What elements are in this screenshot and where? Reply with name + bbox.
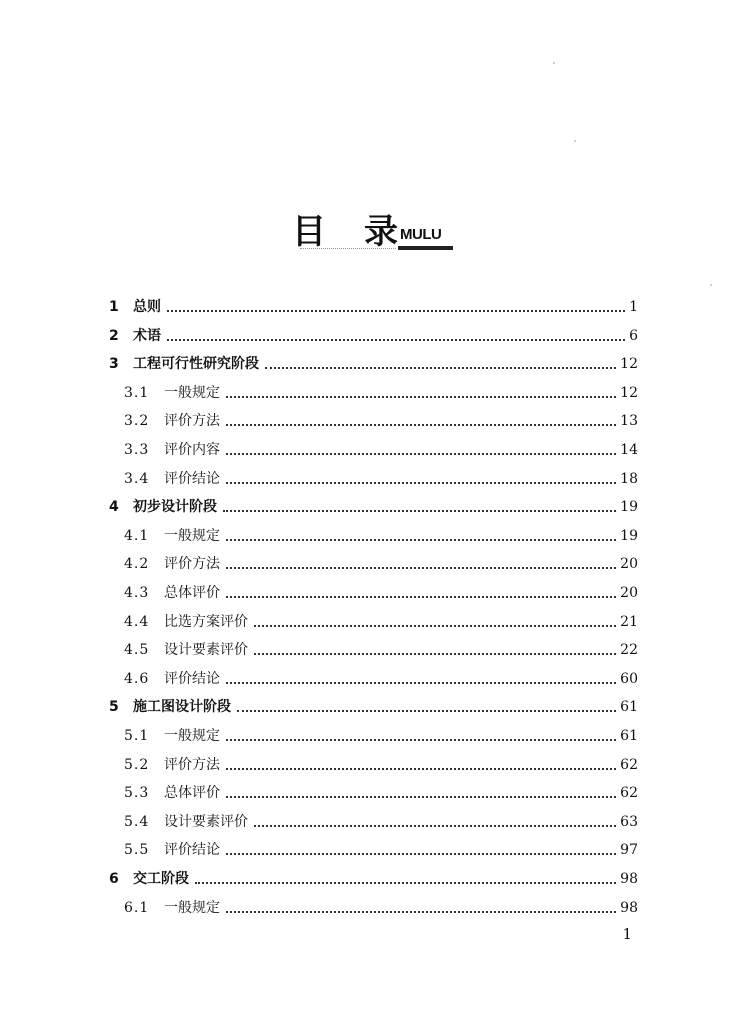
toc-entry xyxy=(0,322,730,350)
toc-dot-leader xyxy=(254,825,616,827)
toc-entry xyxy=(0,894,730,922)
toc-entry-label: 评价方法 xyxy=(164,413,220,430)
toc-dot-leader xyxy=(226,682,616,684)
toc-entry xyxy=(0,608,730,636)
toc-dot-leader xyxy=(223,510,616,512)
toc-entry-page: 12 xyxy=(620,356,638,373)
toc-entry-number: 3.4 xyxy=(124,470,150,487)
toc-entry-number: 5.5 xyxy=(124,842,150,859)
toc-entry xyxy=(0,808,730,836)
toc-entry-page: 22 xyxy=(620,642,638,659)
toc-entry xyxy=(0,436,730,464)
toc-entry-number: 5.1 xyxy=(124,728,150,744)
toc-dot-leader xyxy=(265,367,616,369)
heading-char-lu: 录 xyxy=(364,212,398,252)
toc-dot-leader xyxy=(226,596,616,598)
toc-entry xyxy=(0,636,730,664)
toc-entry-number: 4.5 xyxy=(124,642,150,659)
toc-entry-page: 6 xyxy=(629,327,638,344)
toc-entry-number: 3.1 xyxy=(124,384,150,401)
toc-entry-label: 评价内容 xyxy=(164,442,220,458)
toc-entry-number: 1 xyxy=(109,299,119,315)
toc-entry-page: 62 xyxy=(620,785,638,802)
toc-entry-number: 4.4 xyxy=(124,613,150,630)
toc-entry-page: 61 xyxy=(620,699,638,716)
toc-entry xyxy=(0,751,730,779)
toc-entry-label: 评价结论 xyxy=(164,670,220,687)
toc-entry-label: 评价方法 xyxy=(164,556,220,573)
toc-dot-leader xyxy=(167,310,625,312)
toc-entry-number: 4 xyxy=(109,499,119,516)
toc-entry xyxy=(0,665,730,693)
toc-entry xyxy=(0,579,730,607)
toc-entry-number: 5.3 xyxy=(124,785,150,802)
toc-entry-label: 评价结论 xyxy=(164,842,220,859)
toc-entry-number: 5 xyxy=(109,699,119,716)
toc-entry-page: 18 xyxy=(620,470,638,487)
toc-dot-leader xyxy=(226,453,616,455)
toc-entry xyxy=(0,293,730,321)
toc-entry-label: 术语 xyxy=(133,327,161,344)
scan-speck xyxy=(553,62,555,64)
toc-entry-label: 评价结论 xyxy=(164,470,220,487)
toc-entry xyxy=(0,865,730,893)
toc-entry-label: 施工图设计阶段 xyxy=(133,699,231,716)
toc-entry xyxy=(0,522,730,550)
toc-entry-page: 97 xyxy=(620,842,638,859)
toc-dot-leader xyxy=(226,853,616,855)
toc-entry-page: 13 xyxy=(620,413,638,430)
heading-char-mu: 目 xyxy=(292,212,326,252)
toc-entry-label: 设计要素评价 xyxy=(164,642,248,659)
toc-entry-page: 63 xyxy=(620,813,638,830)
toc-entry xyxy=(0,836,730,864)
toc-dot-leader xyxy=(226,396,616,398)
toc-entry-page: 20 xyxy=(620,585,638,601)
toc-entry-page: 19 xyxy=(620,499,638,516)
toc-entry-label: 一般规定 xyxy=(164,384,220,401)
toc-entry-number: 3.3 xyxy=(124,442,150,458)
heading-underline xyxy=(398,246,453,250)
toc-dot-leader xyxy=(254,625,616,627)
toc-entry-label: 一般规定 xyxy=(164,899,220,916)
toc-entry-page: 60 xyxy=(620,670,638,687)
toc-entry-number: 3 xyxy=(109,356,119,373)
page-number: 1 xyxy=(622,925,632,943)
toc-entry-label: 评价方法 xyxy=(164,756,220,773)
toc-entry xyxy=(0,379,730,407)
toc-dot-leader xyxy=(237,710,616,712)
toc-entry-number: 5.4 xyxy=(124,813,150,830)
toc-entry-label: 总体评价 xyxy=(164,585,220,601)
toc-entry xyxy=(0,493,730,521)
toc-entry-page: 98 xyxy=(620,871,638,887)
toc-entry-page: 62 xyxy=(620,756,638,773)
toc-entry-page: 61 xyxy=(620,728,638,744)
toc-entry-number: 3.2 xyxy=(124,413,150,430)
toc-entry-number: 2 xyxy=(109,327,119,344)
toc-entry xyxy=(0,550,730,578)
toc-entry xyxy=(0,779,730,807)
heading-latin: MULU xyxy=(400,226,442,243)
toc-entry-label: 比选方案评价 xyxy=(164,613,248,630)
toc-dot-leader xyxy=(195,882,616,884)
toc-entry xyxy=(0,407,730,435)
toc-entry-number: 6.1 xyxy=(124,899,150,916)
toc-dot-leader xyxy=(226,768,616,770)
toc-entry-page: 1 xyxy=(629,299,638,315)
toc-entry-label: 设计要素评价 xyxy=(164,813,248,830)
toc-entry-label: 总则 xyxy=(133,299,161,315)
toc-entry-label: 一般规定 xyxy=(164,728,220,744)
toc-entry-label: 初步设计阶段 xyxy=(133,499,217,516)
toc-entry-number: 4.6 xyxy=(124,670,150,687)
toc-entry-label: 交工阶段 xyxy=(133,871,189,887)
toc-dot-leader xyxy=(226,796,616,798)
toc-entry-page: 19 xyxy=(620,527,638,544)
toc-entry-number: 4.2 xyxy=(124,556,150,573)
toc-entry xyxy=(0,722,730,750)
scan-speck xyxy=(710,284,712,286)
toc-dot-leader xyxy=(226,482,616,484)
toc-entry xyxy=(0,465,730,493)
toc-dot-leader xyxy=(226,539,616,541)
toc-entry-page: 98 xyxy=(620,899,638,916)
toc-entry-label: 总体评价 xyxy=(164,785,220,802)
toc-entry-page: 12 xyxy=(620,384,638,401)
toc-entry xyxy=(0,693,730,721)
heading-dotted-rule xyxy=(300,248,396,249)
toc-entry-page: 20 xyxy=(620,556,638,573)
toc-entry-number: 4.1 xyxy=(124,527,150,544)
toc-heading xyxy=(0,212,730,260)
toc-dot-leader xyxy=(226,739,616,741)
toc-entry xyxy=(0,350,730,378)
toc-entry-number: 5.2 xyxy=(124,756,150,773)
toc-entry-label: 工程可行性研究阶段 xyxy=(133,356,259,373)
toc-entry-page: 14 xyxy=(620,442,638,458)
toc-entry-number: 4.3 xyxy=(124,585,150,601)
toc-dot-leader xyxy=(167,339,625,341)
scan-speck xyxy=(574,140,576,142)
toc-entry-page: 21 xyxy=(620,613,638,630)
toc-dot-leader xyxy=(226,911,616,913)
toc-entry-label: 一般规定 xyxy=(164,527,220,544)
toc-dot-leader xyxy=(226,424,616,426)
toc-dot-leader xyxy=(226,567,616,569)
toc-dot-leader xyxy=(254,653,616,655)
toc-entry-number: 6 xyxy=(109,871,119,887)
